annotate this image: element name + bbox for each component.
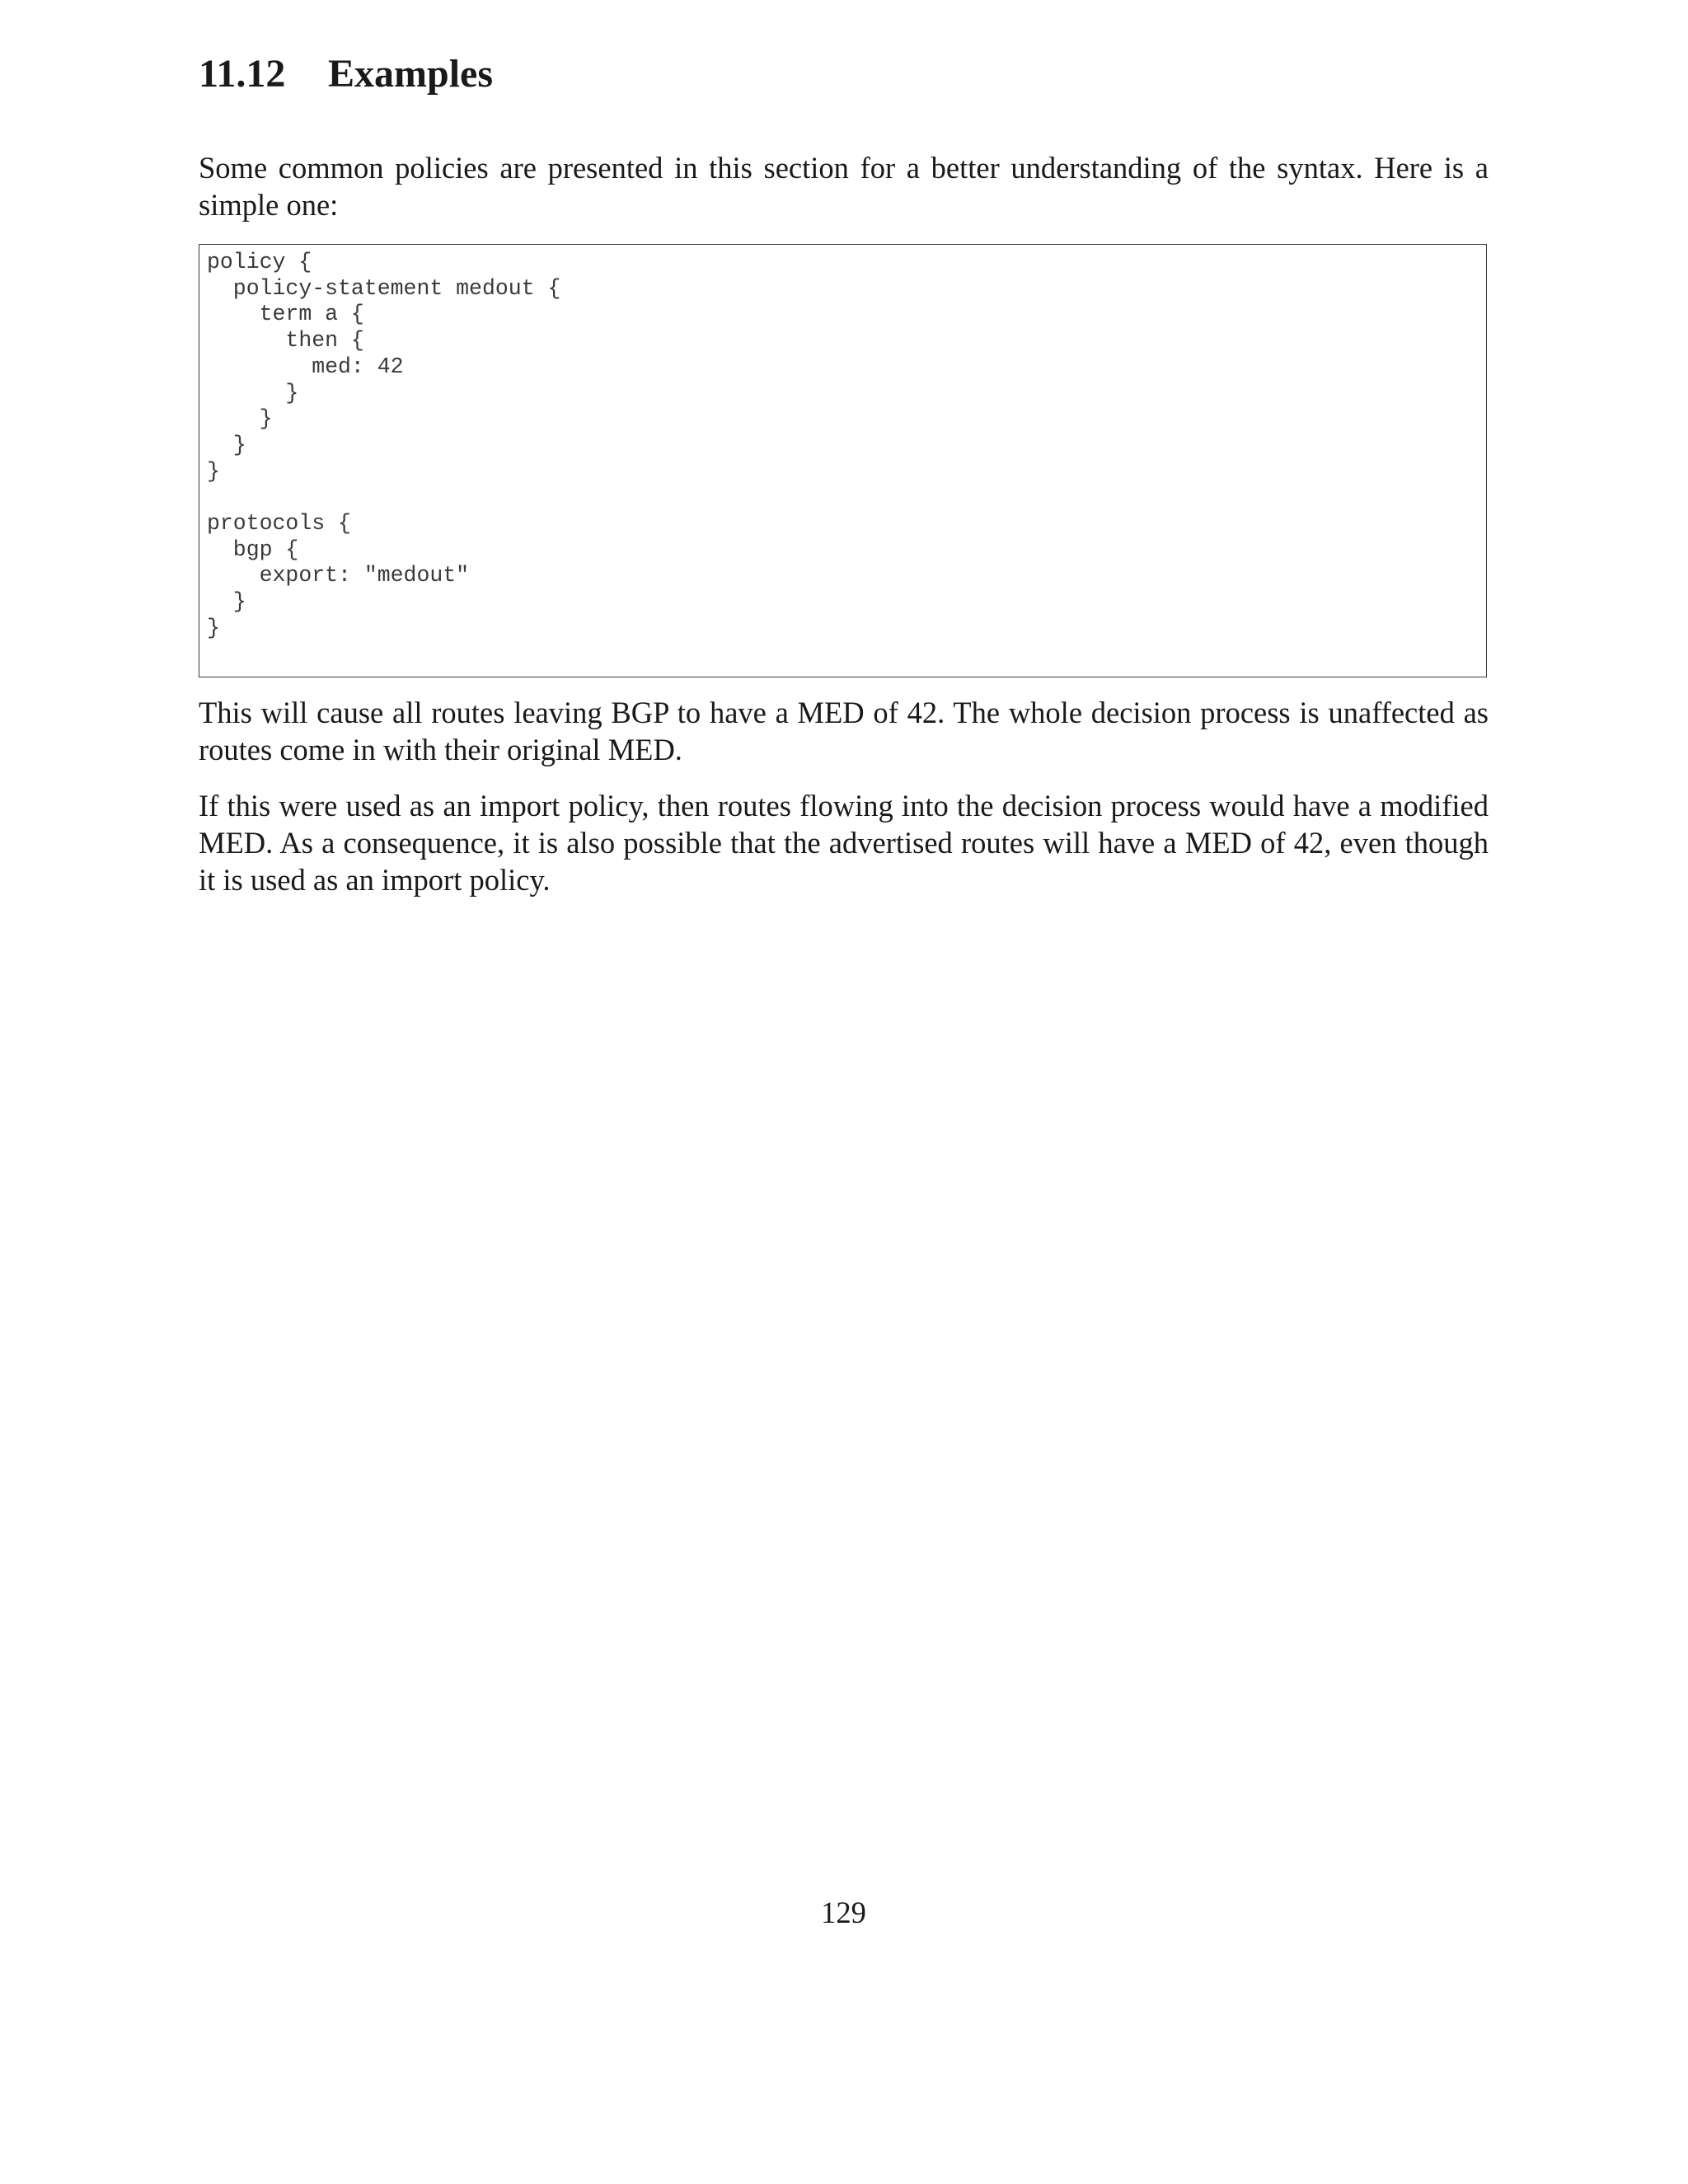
code-listing-box [199,244,1487,677]
effect-paragraph: This will cause all routes leaving BGP to have a MED of 42. The whole decision process is unaffected as routes come in with their original MED. [199,696,1489,766]
intro-paragraph: Some common policies are presented in this section for a better understanding of the syntax. Here is a simple one: [199,151,1489,222]
section-heading [199,51,493,97]
page-number: 129 [821,1896,866,1929]
section-number: 11.12 [199,52,286,96]
section-title: Examples [328,52,494,96]
code-listing: policy { policy-statement medout { term a { then { med: 42 } } } } protocols { bgp { export: "medout" } } [207,250,561,640]
import-policy-paragraph: If this were used as an import policy, then routes flowing into the decision process would have a modified MED. As a consequence, it is also possible that the advertised routes will have a MED of 42, even though it is used as an import policy. [199,789,1489,897]
